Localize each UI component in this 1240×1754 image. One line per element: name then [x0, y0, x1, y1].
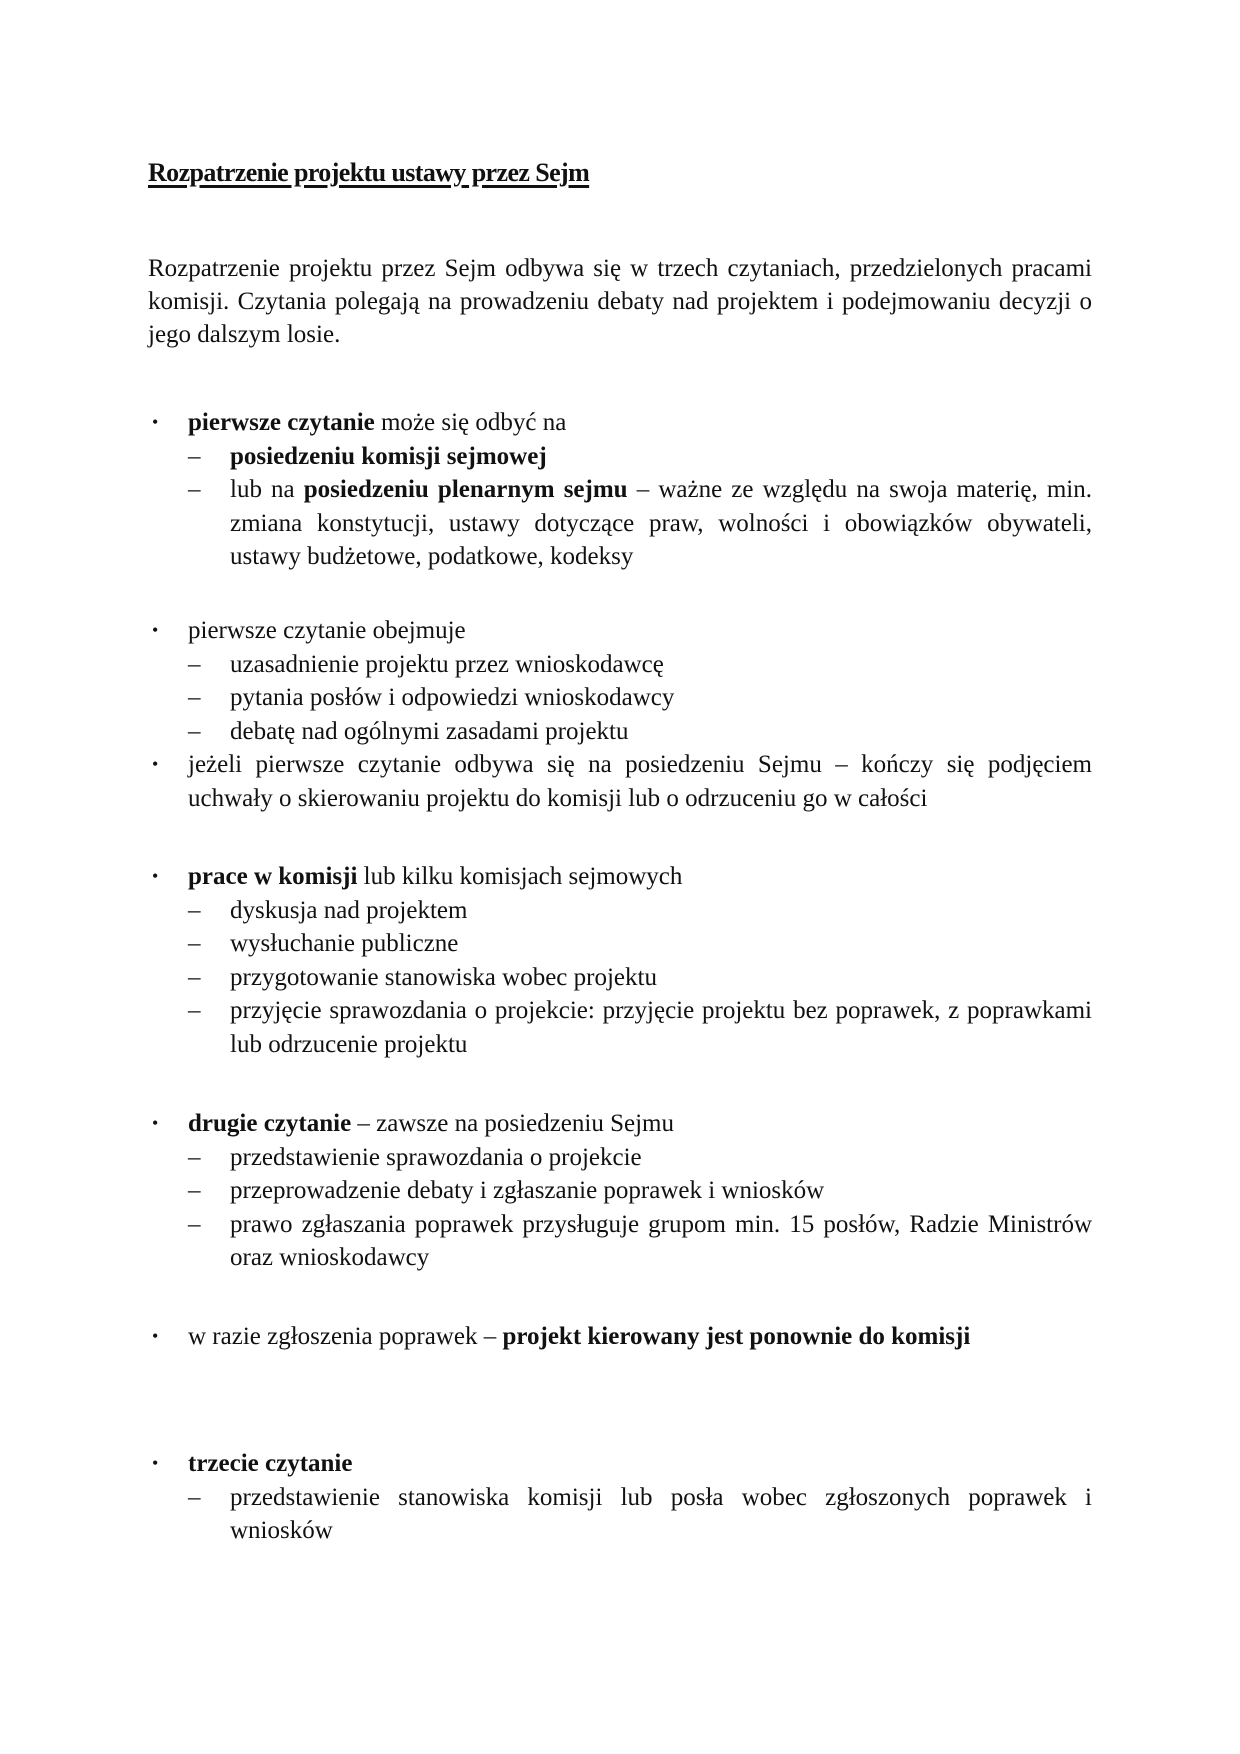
text-run: – ważne ze względu na swoja materię, min. zmiana konstytucji, ustawy dotyczące praw, wolności i obowiązków obywateli, ustawy budżetowe, podatkowe, kodeksy: [230, 476, 1092, 570]
section-list: [148, 860, 1092, 1061]
dash-icon: –: [188, 1210, 201, 1238]
dash-icon: –: [188, 1177, 201, 1204]
text-run: lub kilku komisjach sejmowych: [357, 863, 683, 890]
bold-text: projekt kierowany jest ponownie do komisji: [502, 1323, 971, 1350]
dash-icon: –: [188, 717, 201, 745]
text-run: przyjęcie sprawozdania o projekcie: przyjęcie projektu bez poprawek, z poprawkami lub odrzucenie projektu: [230, 997, 1092, 1058]
sub-list-item: [188, 927, 1092, 961]
list-item: [148, 860, 1092, 1061]
bold-text: posiedzeniu komisji sejmowej: [230, 442, 547, 470]
list-item: [148, 1447, 1092, 1548]
bullet-icon: •: [152, 866, 159, 886]
text-run: w razie zgłoszenia poprawek –: [188, 1323, 503, 1350]
section-list: [148, 614, 1092, 815]
sub-list-item: [188, 1141, 1092, 1175]
dash-icon: –: [188, 476, 201, 503]
bold-text: drugie czytanie: [188, 1110, 352, 1137]
text-run: pytania posłów i odpowiedzi wnioskodawcy: [230, 684, 675, 711]
section-list: [148, 1107, 1092, 1275]
sub-list: [188, 648, 1092, 749]
sub-list-item: [188, 994, 1092, 1061]
text-run: prawo zgłaszania poprawek przysługuje grupom min. 15 posłów, Radzie Ministrów oraz wnioskodawcy: [230, 1210, 1092, 1271]
bullet-text: [188, 748, 1092, 815]
sub-list: [188, 1141, 1092, 1275]
bullet-text: [188, 1447, 1092, 1481]
text-run: przygotowanie stanowiska wobec projektu: [230, 963, 657, 991]
sub-list-item: [188, 961, 1092, 995]
text-run: może się odbyć na: [374, 409, 567, 436]
list-item: [148, 1320, 1092, 1354]
bullet-icon: •: [152, 1326, 159, 1346]
bullet-text: [188, 614, 1092, 648]
dash-icon: –: [188, 442, 201, 470]
bullet-text: [188, 860, 1092, 894]
bullet-text: [188, 1320, 1092, 1354]
sub-list: [188, 440, 1092, 574]
list-item: [148, 748, 1092, 815]
bold-text: trzecie czytanie: [188, 1450, 353, 1477]
text-run: przedstawienie sprawozdania o projekcie: [230, 1143, 642, 1171]
sub-list-item: [188, 1208, 1092, 1275]
text-run: przedstawienie stanowiska komisji lub posła wobec zgłoszonych poprawek i wniosków: [230, 1483, 1092, 1544]
sub-list-item: [188, 1174, 1092, 1208]
bold-text: posiedzeniu plenarnym sejmu: [303, 476, 628, 503]
text-run: – zawsze na posiedzeniu Sejmu: [351, 1110, 674, 1137]
sub-list-item: [188, 715, 1092, 749]
text-run: lub na: [230, 476, 304, 503]
bullet-icon: •: [152, 412, 159, 432]
bold-text: pierwsze czytanie: [188, 409, 375, 436]
dash-icon: –: [188, 896, 201, 924]
section-list: [148, 406, 1092, 574]
list-item: [148, 614, 1092, 748]
bullet-icon: •: [152, 1113, 159, 1133]
bullet-icon: •: [152, 1453, 159, 1473]
sub-list: [188, 894, 1092, 1062]
dash-icon: –: [188, 1483, 201, 1511]
intro-paragraph: Rozpatrzenie projektu przez Sejm odbywa się w trzech czytaniach, przedzielonych pracami komisji. Czytania polegają na prowadzeniu debaty nad projektem i podejmowaniu decyzji o jego dalszym losie.: [148, 255, 1092, 348]
text-run: wysłuchanie publiczne: [230, 930, 459, 957]
sub-list-item: [188, 473, 1092, 574]
document-title: Rozpatrzenie projektu ustawy przez Sejm: [148, 158, 590, 187]
text-run: przeprowadzenie debaty i zgłaszanie poprawek i wniosków: [230, 1177, 825, 1204]
bullet-icon: •: [152, 620, 159, 640]
sub-list-item: [188, 894, 1092, 928]
text-run: debatę nad ogólnymi zasadami projektu: [230, 717, 629, 745]
list-item: [148, 406, 1092, 574]
section-list: [148, 1320, 1092, 1354]
dash-icon: –: [188, 684, 201, 711]
sub-list-item: [188, 440, 1092, 474]
bullet-icon: •: [152, 754, 159, 774]
section-list: [148, 1447, 1092, 1548]
sub-list-item: [188, 681, 1092, 715]
dash-icon: –: [188, 1143, 201, 1171]
sub-list-item: [188, 648, 1092, 682]
dash-icon: –: [188, 997, 201, 1024]
dash-icon: –: [188, 650, 201, 678]
text-run: pierwsze czytanie obejmuje: [188, 617, 466, 644]
text-run: uzasadnienie projektu przez wnioskodawcę: [230, 650, 664, 678]
text-run: dyskusja nad projektem: [230, 896, 468, 924]
sub-list: [188, 1481, 1092, 1548]
dash-icon: –: [188, 963, 201, 991]
text-run: jeżeli pierwsze czytanie odbywa się na posiedzeniu Sejmu – kończy się podjęciem uchwały o skierowaniu projektu do komisji lub o odrzuceniu go w całości: [188, 751, 1092, 812]
bullet-text: [188, 406, 1092, 440]
bullet-text: [188, 1107, 1092, 1141]
bold-text: prace w komisji: [188, 863, 358, 890]
sub-list-item: [188, 1481, 1092, 1548]
dash-icon: –: [188, 930, 201, 957]
list-item: [148, 1107, 1092, 1275]
